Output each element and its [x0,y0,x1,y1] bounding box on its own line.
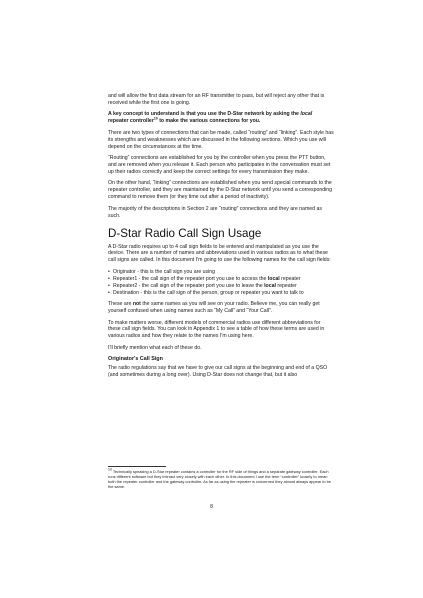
section-2-note-paragraph: The majority of the descriptions in Section 2 are “routing” connections and they are named as such. [108,205,322,219]
list-item-text: Repeater1 - the call sign of the repeater port you use to access the [113,275,268,282]
list-item-text: Originator - this is the call sign you are using [113,268,216,275]
bullet-icon: • [108,275,110,282]
not-same-bold: not [132,301,141,308]
bullet-icon: • [108,282,110,289]
footnote-text: Technically speaking a D-Star repeater contains a controller for the RF side of things and a separate gateway controller. Each runs different software but they interact very closely with each other. In this document I use the term “controller” loosely to mean both the repeater controller and the gateway controller. As far as using the repeater is concerned they almost always appear to be the same. [108,469,331,489]
list-item-text-2: repeater [279,275,301,282]
key-concept-text-3: to make the various connections for you. [157,118,261,125]
list-item [108,290,334,297]
page-body [108,93,334,384]
bullet-icon: • [108,268,110,275]
not-same-names-paragraph [108,301,334,315]
connection-types-paragraph: There are two types of connections that can be made, called “routing” and “linking”. Each style has its strengths and weaknesses which are discussed in the following sections. Which you use will depend on the circumstances at the time. [108,129,334,150]
section-heading: D-Star Radio Call Sign Usage [108,226,262,240]
page-number: 8 [210,504,213,510]
list-item-bold: local [264,282,276,289]
key-concept-paragraph [108,111,334,125]
list-item-text: Repeater2 - the call sign of the repeater port you use to leave the [113,282,265,289]
appendix-paragraph: To make matters worse, different models of commercial radios use different abbreviations for these call sign fields. You can look in Appendix 1 to see a table of how these terms are used in various radios and how they relate to the names I'm using here. [108,319,325,340]
footnote-divider [108,466,166,467]
routing-paragraph: “Routing” connections are established for you by the controller when you press the PTT button, and are removed when you release it. Each person who participates in the conversation must set up their radios correctly and keep the correct settings for every transmission they make. [108,155,331,175]
subsection-heading: Originator's Call Sign [108,356,163,363]
call-sign-field-list [108,269,334,297]
footnote [108,469,334,489]
paragraph-continuation: and will allow the first data stream for an RF transmitter to pass, but will reject any other that is received while the first one is going. [108,93,325,106]
list-item [108,283,334,290]
bullet-icon: • [108,289,110,296]
list-item-bold: local [267,275,280,282]
call-sign-intro-paragraph: A D-Star radio requires up to 4 call sign fields to be entered and manipulated as you use the device. There are a number of names and abbreviations used in various radios as to what these call signs are called. In this document I'm going to use the following names for the call sign fields: [108,243,331,264]
originator-paragraph: The radio regulations say that we have to give our call signs at the beginning and end of a QSO (and sometimes during a long over). Using D-Star does not change that, but it also [108,365,328,379]
list-item-text-2: repeater [275,282,297,289]
key-concept-text: A key concept to understand is that you use the D-Star network by asking the [108,111,301,118]
key-concept-local: local [300,111,313,118]
linking-paragraph: On the other hand, “linking” connections are established when you send special commands to the repeater controller, and they are maintained by the D-Star network until you send a corresponding command to remove them (or they time out after a period of inactivity). [108,180,333,201]
footnote-marker: 10 [108,467,112,472]
list-item-text: Destination - this is the call sign of the person, group or repeater you want to talk to [113,289,304,296]
briefly-mention-paragraph: I'll briefly mention what each of these do. [108,344,202,351]
footnote-reference[interactable]: 10 [153,116,158,121]
list-item [108,276,334,283]
key-concept-text-2: repeater controller [108,118,154,125]
list-item [108,269,334,276]
not-same-text-2: the same names as you will see on your radio. Believe me, you can really get yourself confused when using names such as “My Call” and “Your Call”. [108,301,320,314]
not-same-text: These are [108,301,133,308]
